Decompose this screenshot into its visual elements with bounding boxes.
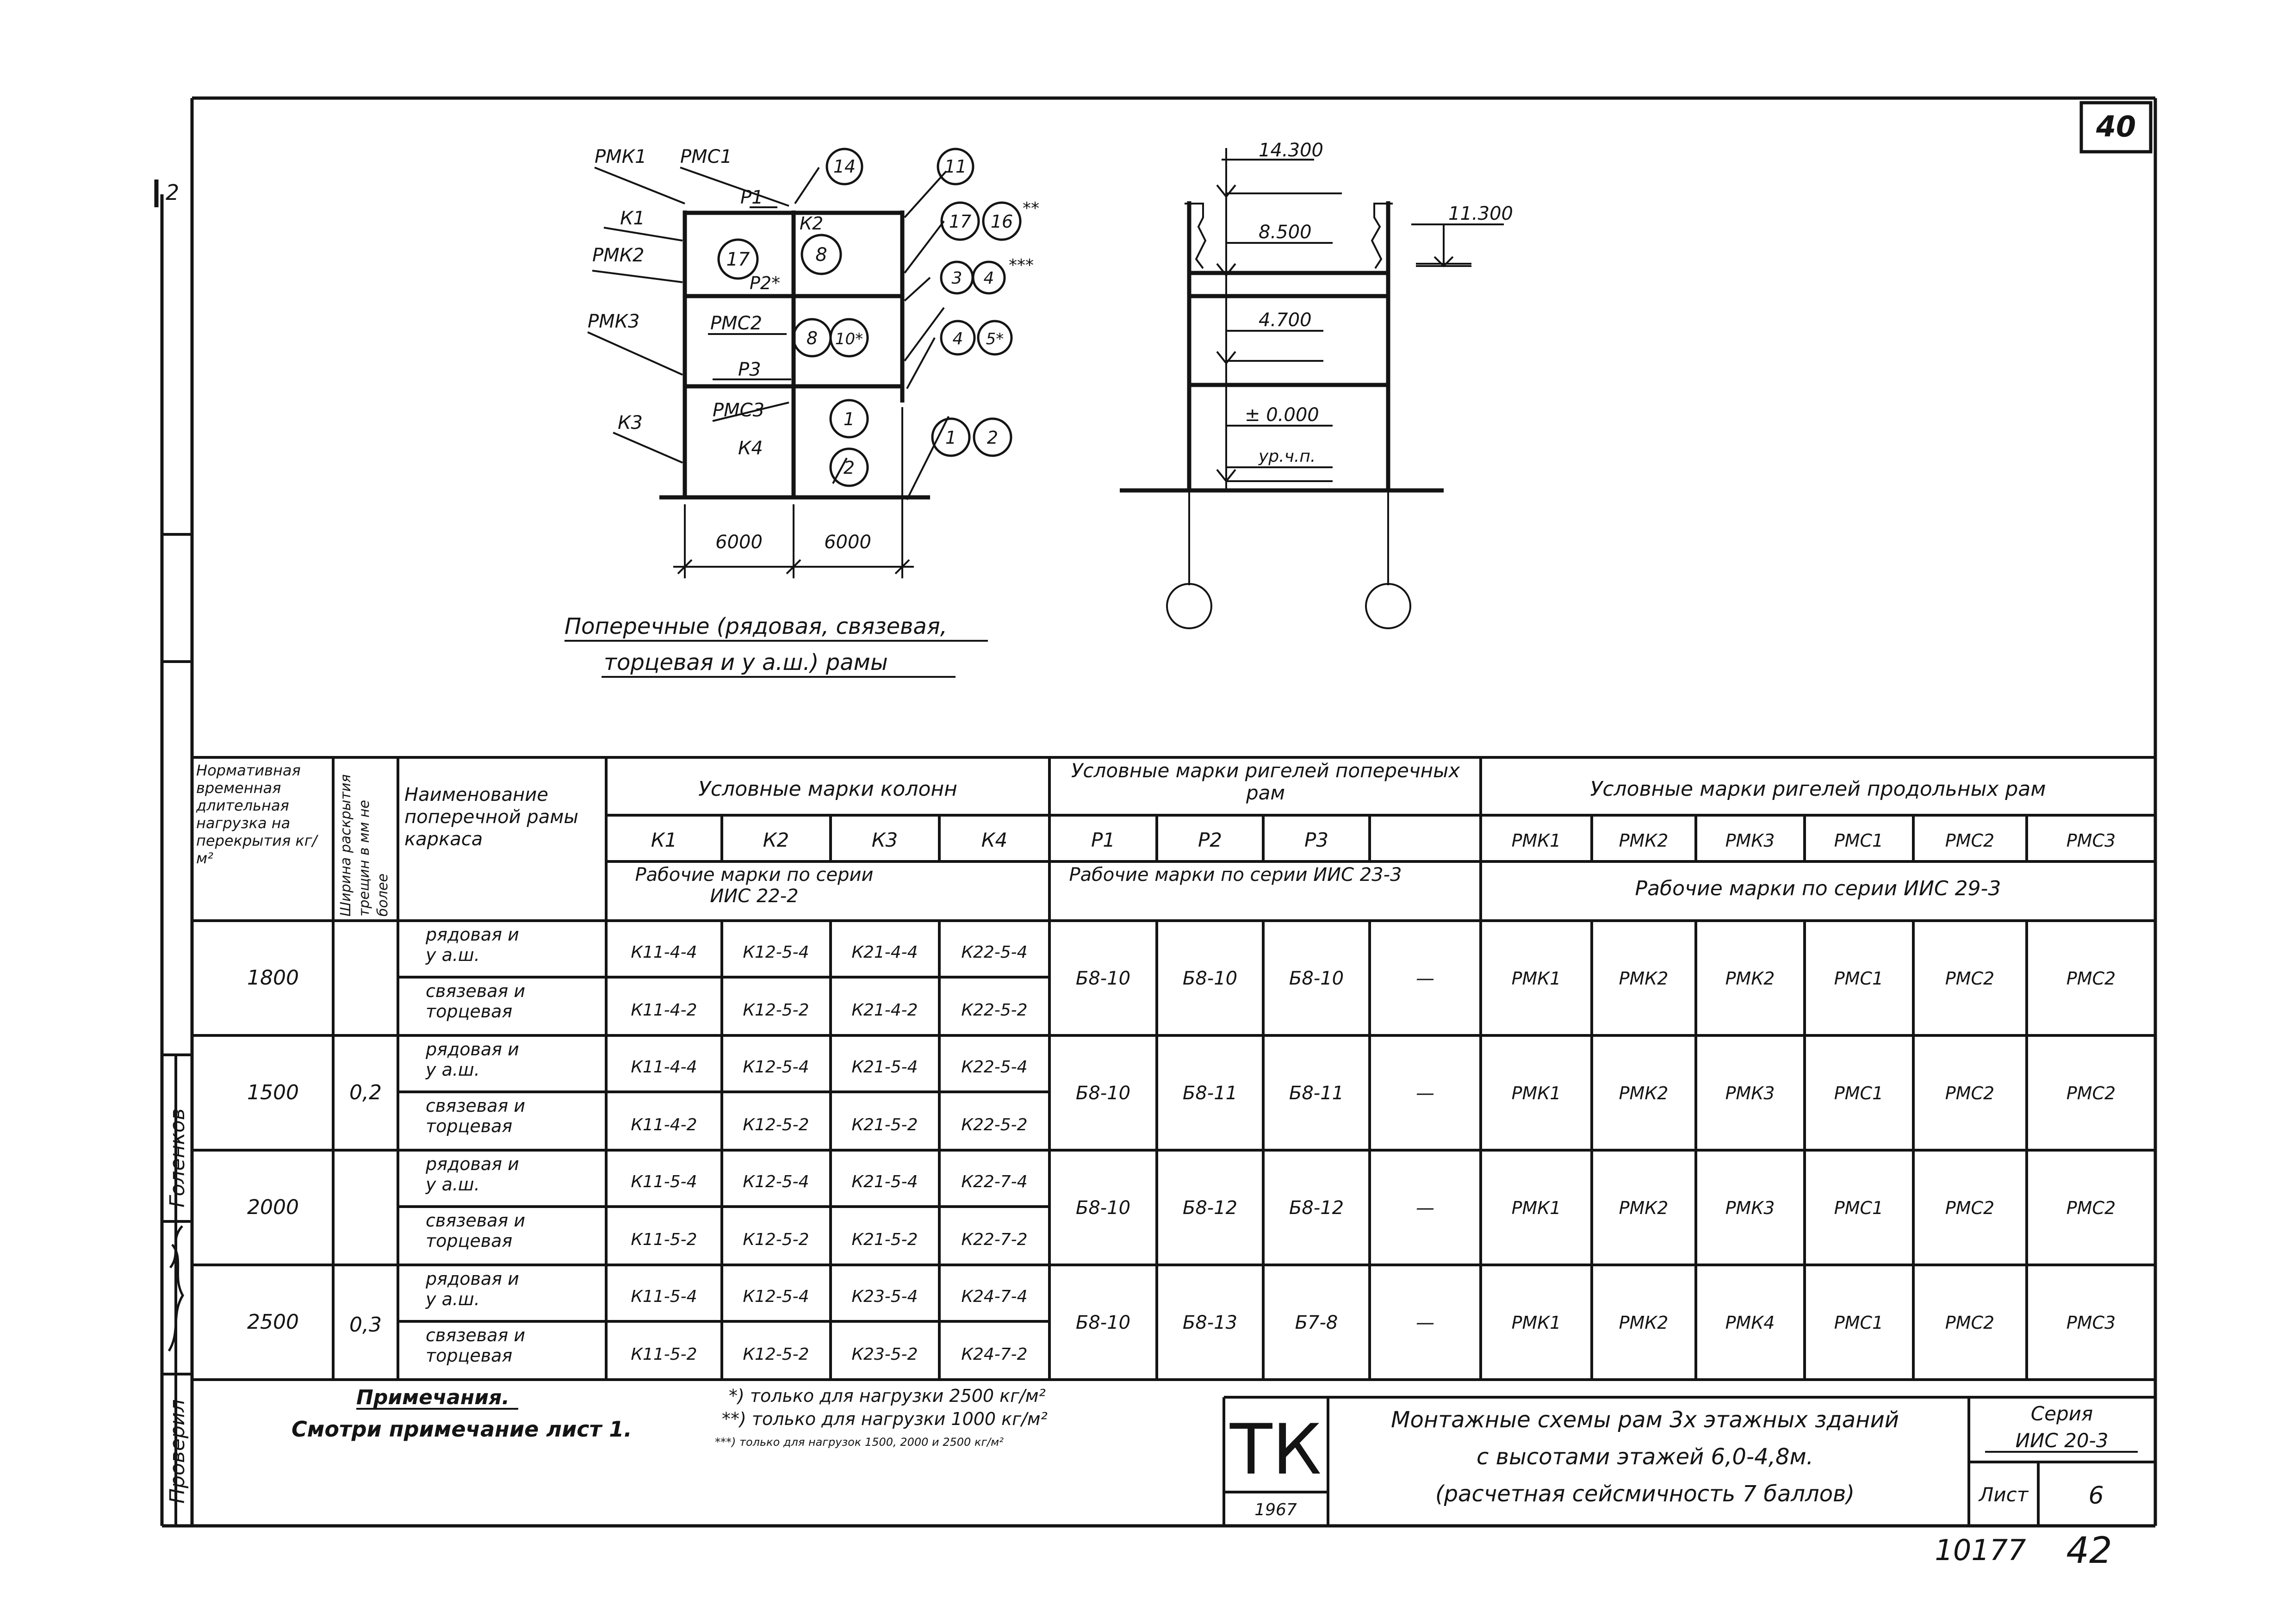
cross-beam-mark: Б8-10: [1182, 968, 1238, 989]
long-beam-mark: РМК2: [1619, 1083, 1669, 1103]
row-frame-name: рядовая и у а.ш.: [426, 1269, 519, 1309]
row-frame-name: связевая и торцевая: [426, 1325, 526, 1366]
column-mark: К22-7-2: [961, 1230, 1028, 1249]
notes-text: Смотри примечание лист 1.: [292, 1417, 632, 1442]
long-beam-mark: РМК1: [1511, 1313, 1561, 1333]
label-pmc2: РМС2: [710, 313, 763, 334]
title-year: 1967: [1254, 1500, 1297, 1519]
hdr-col-pmc1: РМС1: [1834, 830, 1884, 851]
column-mark: К22-5-4: [961, 943, 1028, 962]
column-mark: К11-4-2: [631, 1001, 697, 1020]
column-mark: К12-5-4: [743, 943, 809, 962]
column-mark: К12-5-4: [743, 1287, 809, 1306]
cross-beam-mark: Б8-10: [1075, 968, 1131, 989]
long-beam-mark: РМС2: [1945, 1198, 1995, 1218]
hdr-crack-cell: [334, 760, 397, 919]
scheme-caption-line1: Поперечные (рядовая, связевая,: [565, 613, 947, 639]
hdr-col-k1: К1: [651, 829, 677, 851]
hdr-cols-title: Условные марки колонн: [698, 777, 957, 801]
row-load: 2500: [247, 1310, 299, 1334]
level-0000: ± 0.000: [1245, 404, 1319, 426]
row-frame-name-cell: [407, 1154, 611, 1209]
column-mark: К11-5-2: [631, 1230, 697, 1249]
hdr-col-p3: Р3: [1304, 829, 1329, 851]
row-frame-name: рядовая и у а.ш.: [426, 924, 519, 965]
dim-span-1: 6000: [715, 532, 763, 553]
column-mark: К21-5-2: [851, 1230, 918, 1249]
note-star-2: **) только для нагрузки 1000 кг/м²: [722, 1409, 1048, 1429]
column-mark: К12-5-2: [743, 1001, 809, 1020]
circle-17b: 17: [949, 211, 972, 232]
column-mark: К12-5-2: [743, 1230, 809, 1249]
column-mark: К12-5-2: [743, 1115, 809, 1134]
bottom-number-a: 10177: [1935, 1533, 2026, 1567]
label-k1: К1: [620, 208, 645, 229]
hdr-cols-sub: Рабочие марки по серии ИИС 22-2: [635, 864, 874, 907]
column-mark: К11-5-2: [631, 1345, 697, 1364]
stamp-name-label: Голенков: [166, 1108, 189, 1208]
column-mark: К21-4-2: [851, 1001, 918, 1020]
long-beam-mark: РМК2: [1619, 1313, 1669, 1333]
hdr-col-p1: Р1: [1091, 829, 1116, 851]
cross-beam-mark: Б8-10: [1075, 1197, 1131, 1219]
row-frame-name-cell: [407, 1039, 611, 1095]
cross-beam-mark: Б8-12: [1182, 1197, 1238, 1219]
column-mark: К24-7-2: [961, 1345, 1028, 1364]
note-star-3: ***) только для нагрузок 1500, 2000 и 2500 кг/м²: [715, 1436, 1004, 1449]
row-frame-name: связевая и торцевая: [426, 1096, 526, 1136]
circle-5: 5*: [986, 330, 1004, 348]
stars-2: **: [1023, 199, 1039, 218]
long-beam-mark: РМК1: [1511, 1083, 1561, 1103]
sheet-value: 6: [2088, 1482, 2104, 1510]
cross-beam-mark: Б8-11: [1289, 1083, 1344, 1104]
dim-span-2: 6000: [824, 532, 871, 553]
hdr-col-p2: Р2: [1198, 829, 1222, 851]
hdr-col-k3: К3: [871, 829, 898, 851]
long-beam-mark: РМК2: [1619, 968, 1669, 989]
label-pmk3: РМК3: [588, 311, 640, 332]
level-8500: 8.500: [1259, 222, 1312, 243]
circle-17a: 17: [726, 249, 750, 270]
column-mark: К12-5-2: [743, 1345, 809, 1364]
long-beam-mark: РМС2: [2066, 1083, 2116, 1103]
notes-title: Примечания.: [356, 1386, 510, 1409]
column-mark: К11-5-4: [631, 1172, 697, 1191]
row-frame-name-cell: [407, 1269, 611, 1324]
circle-11: 11: [944, 156, 967, 177]
column-mark: К22-5-4: [961, 1058, 1028, 1077]
row-crack: 0,3: [349, 1313, 382, 1337]
hdr-name: Наименование поперечной рамы каркаса: [404, 784, 579, 850]
cross-beam-mark: Б8-13: [1182, 1312, 1238, 1333]
label-p3: Р3: [738, 359, 761, 380]
long-beam-mark: РМС1: [1834, 1198, 1884, 1218]
long-beam-mark: РМК2: [1619, 1198, 1669, 1218]
long-beam-mark: РМК1: [1511, 1198, 1561, 1218]
hdr-col-k2: К2: [763, 829, 789, 851]
label-p1: Р1: [740, 187, 763, 208]
title-line2: с высотами этажей 6,0-4,8м.: [1476, 1444, 1814, 1470]
note-star-1: *) только для нагрузки 2500 кг/м²: [729, 1386, 1046, 1406]
cross-beam-mark: Б8-12: [1289, 1197, 1344, 1219]
circle-3: 3: [951, 269, 962, 288]
row-load: 1800: [247, 966, 299, 990]
label-k4: К4: [738, 438, 763, 459]
series-label: Серия: [2030, 1402, 2093, 1425]
bottom-number-b: 42: [2066, 1530, 2112, 1572]
column-mark: К21-4-4: [851, 943, 918, 962]
circle-1a: 1: [843, 409, 855, 429]
circle-4a: 4: [983, 269, 994, 288]
circle-14: 14: [833, 156, 856, 177]
sheet-mark: 40: [2096, 110, 2136, 143]
long-beam-mark: РМК4: [1725, 1313, 1775, 1333]
hdr-ptitle-cell: [1053, 760, 1478, 814]
circle-4b: 4: [952, 329, 963, 348]
row-frame-name-cell: [407, 1325, 611, 1381]
row-crack: 0,2: [349, 1081, 382, 1104]
row-load: 2000: [247, 1196, 299, 1219]
label-k2: К2: [800, 213, 824, 234]
hdr-cols-sub-cell: [615, 864, 893, 919]
hdr-crack: Ширина раскрытия трещин в мм не более: [338, 774, 391, 917]
hdr-col-pmc3: РМС3: [2066, 830, 2116, 851]
circle-8a: 8: [815, 244, 827, 266]
column-mark: К11-4-4: [631, 943, 697, 962]
hdr-col-pmc2: РМС2: [1945, 830, 1995, 851]
cross-beam-mark: Б7-8: [1295, 1312, 1338, 1333]
cross-beam-mark: Б8-11: [1182, 1083, 1238, 1104]
level-11300: 11.300: [1448, 203, 1513, 224]
hdr-psub: Рабочие марки по серии ИИС 23-3: [1069, 864, 1402, 886]
circle-16: 16: [990, 211, 1013, 232]
long-beam-mark: РМК3: [1725, 1083, 1775, 1103]
row-frame-name: связевая и торцевая: [426, 1210, 526, 1251]
cross-beam-mark: —: [1416, 1312, 1434, 1333]
long-beam-mark: РМК3: [1725, 1198, 1775, 1218]
sheet-label: Лист: [1979, 1483, 2029, 1506]
column-mark: К22-5-2: [961, 1001, 1028, 1020]
cross-beam-mark: Б8-10: [1075, 1083, 1131, 1104]
cross-beam-mark: —: [1416, 1083, 1434, 1104]
hdr-psub-cell: [1064, 864, 1407, 919]
hdr-col-pmk1: РМК1: [1511, 830, 1561, 851]
hdr-load-cell: [193, 760, 332, 919]
row-frame-name-cell: [407, 1096, 611, 1151]
long-beam-mark: РМС1: [1834, 968, 1884, 989]
long-beam-mark: РМС1: [1834, 1083, 1884, 1103]
column-mark: К22-5-2: [961, 1115, 1028, 1134]
column-mark: К11-4-2: [631, 1115, 697, 1134]
circle-10: 10*: [835, 330, 863, 348]
long-beam-mark: РМС2: [2066, 1198, 2116, 1218]
hdr-ptitle: Условные марки ригелей поперечных рам: [1071, 760, 1460, 804]
level-4700: 4.700: [1259, 310, 1312, 331]
row-frame-name: связевая и торцевая: [426, 981, 526, 1022]
hdr-name-cell: [403, 782, 602, 916]
row-frame-name: рядовая и у а.ш.: [426, 1039, 519, 1080]
column-mark: К12-5-4: [743, 1172, 809, 1191]
tk-mark: ТК: [1229, 1410, 1322, 1490]
column-mark: К11-5-4: [631, 1287, 697, 1306]
label-pmc1: РМС1: [680, 146, 732, 167]
cross-beam-mark: Б8-10: [1075, 1312, 1131, 1333]
cross-beam-mark: —: [1416, 968, 1434, 989]
row-frame-name-cell: [407, 924, 611, 980]
row-frame-name: рядовая и у а.ш.: [426, 1154, 519, 1195]
column-mark: К12-5-4: [743, 1058, 809, 1077]
column-mark: К21-5-4: [851, 1058, 918, 1077]
scheme-caption-line2: торцевая и у а.ш.) рамы: [604, 650, 888, 675]
title-line3: (расчетная сейсмичность 7 баллов): [1435, 1481, 1855, 1507]
label-pmk2: РМК2: [592, 245, 645, 266]
cross-beam-mark: —: [1416, 1197, 1434, 1219]
column-mark: К11-4-4: [631, 1058, 697, 1077]
circle-1b: 1: [945, 427, 957, 448]
stamp-checked-label: Проверил: [166, 1399, 189, 1504]
long-beam-mark: РМС3: [2066, 1313, 2116, 1333]
column-mark: К24-7-4: [961, 1287, 1028, 1306]
row-load: 1500: [247, 1081, 299, 1104]
hdr-col-pmk3: РМК3: [1725, 830, 1775, 851]
side-mark: 2: [166, 180, 180, 205]
long-beam-mark: РМС2: [1945, 1313, 1995, 1333]
title-line1: Монтажные схемы рам 3х этажных зданий: [1391, 1407, 1899, 1433]
hdr-col-k4: К4: [981, 829, 1008, 851]
hdr-load: Нормативная временная длительная нагрузка на перекрытия кг/м²: [196, 762, 317, 867]
hdr-ltitle: Условные марки ригелей продольных рам: [1590, 777, 2046, 801]
hdr-col-pmk2: РМК2: [1619, 830, 1669, 851]
long-beam-mark: РМС2: [1945, 1083, 1995, 1103]
circle-2a: 2: [843, 458, 855, 478]
row-frame-name-cell: [407, 1210, 611, 1266]
column-mark: К23-5-2: [851, 1345, 918, 1364]
level-14300: 14.300: [1259, 140, 1323, 161]
column-mark: К21-5-4: [851, 1172, 918, 1191]
stars-3: ***: [1009, 256, 1034, 275]
column-mark: К21-5-2: [851, 1115, 918, 1134]
long-beam-mark: РМК2: [1725, 968, 1775, 989]
ground-note: ур.ч.п.: [1259, 447, 1316, 466]
hdr-lsub: Рабочие марки по серии ИИС 29-3: [1635, 877, 2001, 900]
cross-beam-mark: Б8-10: [1289, 968, 1344, 989]
long-beam-mark: РМС2: [1945, 968, 1995, 989]
long-beam-mark: РМС2: [2066, 968, 2116, 989]
label-k3: К3: [618, 412, 643, 434]
row-frame-name-cell: [407, 981, 611, 1036]
circle-2b: 2: [987, 427, 999, 448]
long-beam-mark: РМС1: [1834, 1313, 1884, 1333]
column-mark: К23-5-4: [851, 1287, 918, 1306]
circle-8b: 8: [806, 328, 818, 348]
label-pmc3: РМС3: [713, 400, 765, 421]
long-beam-mark: РМК1: [1511, 968, 1561, 989]
label-pmk1: РМК1: [595, 146, 647, 167]
series-value: ИИС 20-3: [2015, 1429, 2109, 1452]
column-mark: К22-7-4: [961, 1172, 1028, 1191]
label-p2: Р2*: [750, 273, 781, 293]
